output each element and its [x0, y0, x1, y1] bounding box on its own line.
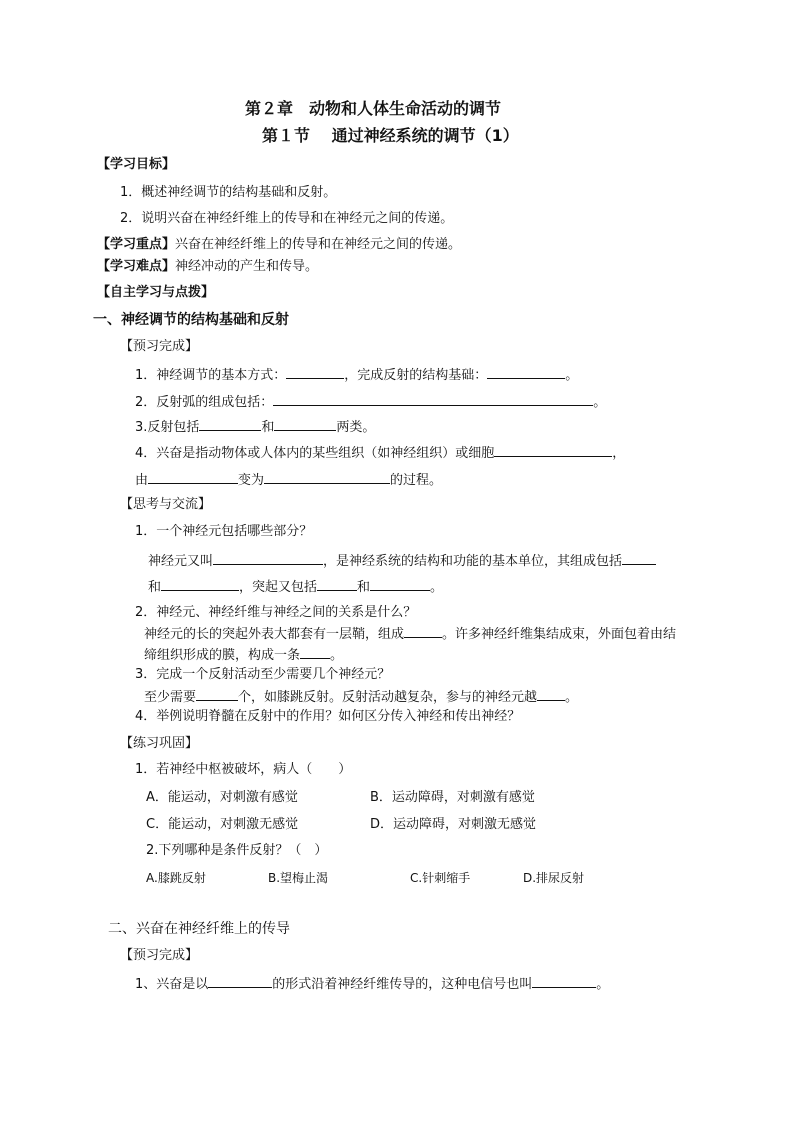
- blank[interactable]: [300, 646, 330, 659]
- text: 4．兴奋是指动物体或人体内的某些组织（如神经组织）或细胞: [135, 446, 495, 461]
- difficulty-text: 神经冲动的产生和传导。: [175, 259, 319, 274]
- text: 。: [565, 368, 579, 383]
- text: ，突起又包括: [239, 580, 318, 595]
- text: 的过程。: [390, 473, 443, 488]
- blank[interactable]: [286, 366, 344, 379]
- exercise-1-option-c[interactable]: C．能运动，对刺激无感觉: [146, 817, 299, 832]
- question-4: 4．举例说明脊髓在反射中的作用？如何区分传入神经和传出神经？: [135, 709, 521, 724]
- section-subtitle: 第１节 通过神经系统的调节（1）: [262, 126, 519, 145]
- preview-heading-2: 【预习完成】: [120, 948, 199, 963]
- text: 缔组织形成的膜，构成一条: [144, 648, 301, 663]
- section-2-heading: 二、兴奋在神经纤维上的传导: [108, 921, 290, 937]
- blank[interactable]: [622, 552, 656, 565]
- text: 两类。: [336, 420, 376, 435]
- blank[interactable]: [537, 688, 565, 701]
- text: 。: [596, 977, 610, 992]
- difficulty-heading: 【学习难点】: [97, 259, 176, 274]
- text: 变为: [238, 473, 265, 488]
- difficulty-point: [97, 259, 318, 275]
- blank[interactable]: [196, 688, 238, 701]
- blank[interactable]: [532, 975, 596, 988]
- exercise-1-option-b[interactable]: B．运动障碍，对刺激有感觉: [370, 790, 535, 805]
- goal-2: 2．说明兴奋在神经纤维上的传导和在神经元之间的传递。: [120, 211, 454, 226]
- exercise-2-option-a[interactable]: A.膝跳反射: [146, 871, 206, 885]
- question-1: 1．一个神经元包括哪些部分？: [135, 524, 313, 539]
- text: 。: [430, 580, 444, 595]
- text: 3.反射包括: [135, 420, 200, 435]
- blank[interactable]: [199, 418, 261, 431]
- goal-1: 1．概述神经调节的结构基础和反射。: [120, 185, 337, 200]
- preview-heading-1: 【预习完成】: [120, 339, 199, 354]
- exercise-1: 1．若神经中枢被破坏，病人（ ）: [135, 762, 352, 777]
- blank[interactable]: [404, 625, 442, 638]
- preview-item-3: [135, 418, 375, 436]
- text: 神经元的长的突起外表大都套有一层鞘，组成: [144, 627, 405, 642]
- answer-2-line-1: [144, 625, 676, 643]
- key-heading: 【学习重点】: [97, 237, 176, 252]
- key-point: [97, 237, 461, 253]
- preview-item-2: [135, 393, 606, 411]
- preview-item-4: [135, 444, 625, 462]
- blank[interactable]: [274, 418, 336, 431]
- answer-1-line-1: [148, 552, 656, 570]
- exercise-2: 2.下列哪种是条件反射？（ ）: [146, 843, 328, 858]
- text: 和: [148, 580, 162, 595]
- goals-heading: 【学习目标】: [97, 157, 176, 172]
- section-2-item-1: [135, 975, 609, 993]
- question-2: 2．神经元、神经纤维与神经之间的关系是什么？: [135, 605, 417, 620]
- text: 神经元又叫: [148, 554, 214, 569]
- text: 和: [261, 420, 275, 435]
- key-text: 兴奋在神经纤维上的传导和在神经元之间的传递。: [175, 237, 462, 252]
- exercise-1-option-a[interactable]: A．能运动，对刺激有感觉: [146, 790, 298, 805]
- text: ，完成反射的结构基础：: [344, 368, 488, 383]
- practice-heading: 【练习巩固】: [120, 736, 199, 751]
- blank[interactable]: [317, 578, 357, 591]
- blank[interactable]: [487, 366, 565, 379]
- question-3: 3．完成一个反射活动至少需要几个神经元？: [135, 667, 391, 682]
- blank[interactable]: [494, 444, 612, 457]
- text: 。: [593, 395, 607, 410]
- blank[interactable]: [161, 578, 239, 591]
- text: 由: [135, 473, 149, 488]
- text: 和: [357, 580, 371, 595]
- answer-1-line-2: [148, 578, 443, 596]
- text: ，: [612, 446, 626, 461]
- text: 1．神经调节的基本方式：: [135, 368, 287, 383]
- exercise-2-option-b[interactable]: B.望梅止渴: [268, 871, 329, 885]
- text: 。许多神经纤维集结成束，外面包着由结: [442, 627, 677, 642]
- blank[interactable]: [148, 471, 238, 484]
- exercise-2-option-c[interactable]: C.针刺缩手: [410, 871, 471, 885]
- exercise-1-option-d[interactable]: D．运动障碍，对刺激无感觉: [370, 817, 537, 832]
- blank[interactable]: [213, 552, 323, 565]
- blank[interactable]: [208, 975, 272, 988]
- text: 。: [565, 690, 579, 705]
- text: 2．反射弧的组成包括：: [135, 395, 274, 410]
- text: 个，如膝跳反射。反射活动越复杂，参与的神经元越: [238, 690, 538, 705]
- self-study-heading: 【自主学习与点拨】: [97, 285, 215, 300]
- text: ，是神经系统的结构和功能的基本单位，其组成包括: [323, 554, 623, 569]
- text: 1、兴奋是以: [135, 977, 209, 992]
- blank[interactable]: [264, 471, 390, 484]
- preview-item-4-cont: [135, 471, 442, 489]
- answer-2-line-2: [144, 646, 343, 664]
- answer-3: [144, 688, 578, 706]
- think-heading: 【思考与交流】: [120, 497, 212, 512]
- blank[interactable]: [370, 578, 430, 591]
- text: 至少需要: [144, 690, 197, 705]
- section-1-heading: 一、神经调节的结构基础和反射: [93, 312, 289, 328]
- page-title: 第２章 动物和人体生命活动的调节: [245, 99, 502, 118]
- text: 的形式沿着神经纤维传导的，这种电信号也叫: [272, 977, 533, 992]
- blank[interactable]: [273, 393, 593, 406]
- text: 。: [330, 648, 344, 663]
- preview-item-1: [135, 366, 578, 384]
- exercise-2-option-d[interactable]: D.排尿反射: [523, 871, 585, 885]
